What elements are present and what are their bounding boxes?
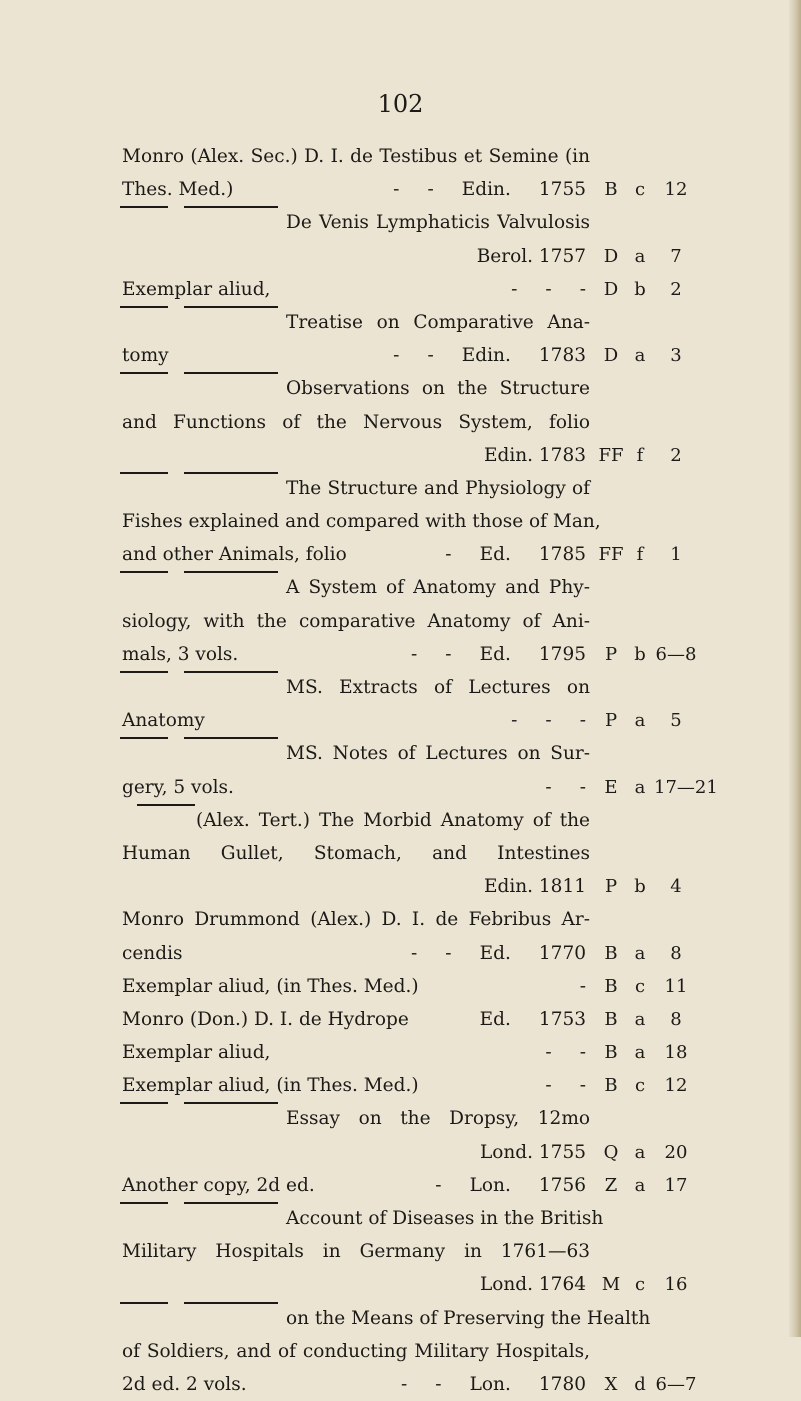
catalog-line	[0, 140, 801, 173]
catalog-line	[0, 206, 801, 239]
shelf-case: B	[604, 975, 618, 997]
ditto-rule	[184, 206, 278, 208]
entry-text: Military Hospitals in Germany in 1761—63	[122, 1241, 590, 1263]
imprint: - - -	[511, 278, 586, 300]
shelf-letter: b	[634, 643, 646, 665]
entry-text: Anatomy	[122, 710, 205, 732]
catalog-line	[0, 505, 801, 538]
shelf-number: 20	[664, 1141, 688, 1163]
shelf-letter: a	[634, 345, 646, 367]
catalog-line	[0, 970, 801, 1003]
shelf-mark	[592, 970, 702, 1003]
catalog-line	[0, 1102, 801, 1135]
entry-text: Another copy, 2d ed.	[122, 1174, 315, 1196]
shelf-mark	[592, 638, 702, 671]
ditto-rule	[120, 1302, 168, 1304]
catalog-line	[0, 1003, 801, 1036]
shelf-number: 17	[664, 1174, 688, 1196]
catalog-line	[0, 704, 801, 737]
shelf-mark	[592, 173, 702, 206]
shelf-number: 12	[664, 179, 688, 201]
catalog-line	[0, 671, 801, 704]
shelf-mark	[592, 937, 702, 970]
shelf-mark	[592, 240, 702, 273]
catalog-line	[0, 1302, 801, 1335]
page-number: 102	[377, 90, 424, 118]
entry-text: Lond. 1764	[479, 1274, 586, 1296]
shelf-letter: f	[636, 444, 644, 466]
entry-text: Exemplar aliud, (in Thes. Med.)	[122, 975, 419, 997]
catalog-line	[0, 173, 801, 206]
catalog-line	[0, 538, 801, 571]
shelf-case: D	[603, 245, 619, 267]
shelf-case: B	[604, 1075, 618, 1097]
catalog-line	[0, 903, 801, 936]
entry-text: siology, with the comparative Anatomy of Ani-	[122, 610, 590, 632]
ditto-rule	[184, 1102, 278, 1104]
entry-text: Lond. 1755	[479, 1141, 586, 1163]
shelf-letter: c	[634, 975, 646, 997]
catalog-line	[0, 571, 801, 604]
shelf-case: D	[603, 345, 619, 367]
entry-text: Human Gullet, Stomach, and Intestines	[122, 842, 590, 864]
shelf-letter: b	[634, 278, 646, 300]
shelf-letter: a	[634, 1008, 646, 1030]
catalog-line	[0, 737, 801, 770]
shelf-mark	[592, 1368, 702, 1401]
shelf-case: B	[604, 1042, 618, 1064]
shelf-number: 16	[664, 1274, 688, 1296]
shelf-number: 1	[670, 544, 682, 566]
shelf-mark	[592, 870, 702, 903]
entry-text: Monro (Alex. Sec.) D. I. de Testibus et Semine (in	[122, 146, 590, 167]
entry-text: and Functions of the Nervous System, folio	[122, 411, 590, 433]
catalog-line	[0, 1169, 801, 1202]
entry-text: MS. Notes of Lectures on Sur-	[286, 743, 590, 765]
imprint: -	[579, 975, 586, 997]
shelf-number: 8	[670, 1008, 682, 1030]
entry-text: gery, 5 vols.	[122, 776, 234, 798]
shelf-number: 11	[664, 975, 688, 997]
ditto-rule	[137, 804, 195, 806]
catalog-line	[0, 306, 801, 339]
ditto-rule	[120, 472, 168, 474]
shelf-case: M	[601, 1274, 621, 1296]
entry-text: tomy	[122, 345, 169, 367]
shelf-letter: a	[634, 776, 646, 798]
shelf-mark	[592, 1169, 702, 1202]
entry-text: and other Animals, folio	[122, 544, 347, 566]
shelf-number: 12	[664, 1075, 688, 1097]
shelf-case: B	[604, 179, 618, 201]
imprint: - - Lon. 1780	[400, 1373, 586, 1395]
ditto-rule	[184, 372, 278, 374]
ditto-rule	[120, 1202, 168, 1204]
catalog-line	[0, 870, 801, 903]
entry-text: Exemplar aliud, (in Thes. Med.)	[122, 1075, 419, 1097]
catalog-line	[0, 937, 801, 970]
ditto-rule	[120, 571, 168, 573]
shelf-letter: c	[634, 1075, 646, 1097]
shelf-mark	[592, 1069, 702, 1102]
imprint: - - Edin. 1783	[393, 345, 586, 367]
catalog-line	[0, 1136, 801, 1169]
shelf-number: 3	[670, 345, 682, 367]
imprint: - -	[545, 1042, 586, 1064]
shelf-number: 2	[670, 278, 682, 300]
entry-text: Treatise on Comparative Ana-	[286, 311, 590, 333]
entry-text: Observations on the Structure	[286, 378, 590, 400]
entry-text: Exemplar aliud,	[122, 1042, 271, 1064]
shelf-number: 2	[670, 444, 682, 466]
shelf-number: 7	[670, 245, 682, 267]
entry-text: Account of Diseases in the British	[286, 1208, 604, 1229]
catalog-line	[0, 372, 801, 405]
catalog-line	[0, 1235, 801, 1268]
catalog-line	[0, 1069, 801, 1102]
shelf-mark	[592, 273, 702, 306]
shelf-mark	[592, 1268, 702, 1301]
shelf-letter: d	[634, 1373, 646, 1395]
shelf-mark	[592, 1003, 702, 1036]
shelf-case: FF	[598, 444, 624, 466]
shelf-mark	[592, 1136, 702, 1169]
imprint: - - Ed. 1770	[410, 942, 586, 964]
catalog-line	[0, 1036, 801, 1069]
imprint: - - Edin. 1755	[393, 179, 586, 201]
shelf-letter: a	[634, 1141, 646, 1163]
ditto-rule	[184, 1302, 278, 1304]
ditto-rule	[184, 571, 278, 573]
shelf-case: P	[604, 643, 618, 665]
shelf-mark	[592, 771, 718, 804]
shelf-case: Q	[603, 1141, 619, 1163]
shelf-case: D	[603, 278, 619, 300]
ditto-rule	[184, 306, 278, 308]
shelf-letter: b	[634, 876, 646, 898]
entry-text: of Soldiers, and of conducting Military Hospitals,	[122, 1340, 590, 1362]
catalog-line	[0, 273, 801, 306]
imprint: - -	[545, 776, 586, 798]
entry-text: Berol. 1757	[476, 245, 586, 267]
entry-text: De Venis Lymphaticis Valvulosis	[286, 212, 590, 234]
entry-text: on the Means of Preserving the Health	[286, 1307, 651, 1329]
catalog-line	[0, 339, 801, 372]
imprint: Ed. 1753	[479, 1008, 586, 1030]
catalog-line	[0, 439, 801, 472]
shelf-letter: a	[634, 1042, 646, 1064]
shelf-case: P	[604, 876, 618, 898]
ditto-rule	[184, 1202, 278, 1204]
ditto-rule	[120, 671, 168, 673]
ditto-rule	[184, 737, 278, 739]
shelf-case: E	[604, 776, 618, 798]
entry-text: Essay on the Dropsy, 12mo	[286, 1108, 590, 1130]
shelf-mark	[592, 439, 702, 472]
shelf-letter: a	[634, 1174, 646, 1196]
entry-text: 2d ed. 2 vols.	[122, 1373, 247, 1395]
imprint: - -	[545, 1075, 586, 1097]
shelf-number: 8	[670, 942, 682, 964]
entry-text: mals, 3 vols.	[122, 643, 239, 665]
entry-text: Exemplar aliud,	[122, 278, 271, 300]
entry-text: cendis	[122, 942, 183, 964]
shelf-case: P	[604, 710, 618, 732]
catalog-line	[0, 638, 801, 671]
entry-text: Monro (Don.) D. I. de Hydrope	[122, 1008, 409, 1030]
shelf-number: 17—21	[654, 776, 718, 798]
shelf-case: B	[604, 942, 618, 964]
catalog-line	[0, 1335, 801, 1368]
shelf-mark	[592, 1036, 702, 1069]
entry-text: Thes. Med.)	[122, 179, 234, 201]
imprint: - - -	[511, 710, 586, 732]
shelf-letter: a	[634, 710, 646, 732]
catalog-line	[0, 240, 801, 273]
shelf-letter: f	[636, 544, 644, 566]
shelf-mark	[592, 339, 702, 372]
catalog-line	[0, 1368, 801, 1401]
shelf-number: 18	[664, 1042, 688, 1064]
entry-text: (Alex. Tert.) The Morbid Anatomy of the	[196, 809, 590, 831]
imprint: - Ed. 1785	[445, 544, 586, 566]
entry-text: A System of Anatomy and Phy-	[286, 577, 590, 599]
catalog-line	[0, 771, 801, 804]
ditto-rule	[120, 737, 168, 739]
shelf-letter: a	[634, 245, 646, 267]
catalog-line	[0, 1268, 801, 1301]
ditto-rule	[120, 206, 168, 208]
entry-text: Edin. 1783	[483, 444, 586, 466]
shelf-case: B	[604, 1008, 618, 1030]
ditto-rule	[184, 472, 278, 474]
imprint: - - Ed. 1795	[410, 643, 586, 665]
shelf-number: 5	[670, 710, 682, 732]
ditto-rule	[120, 306, 168, 308]
entry-text: Monro Drummond (Alex.) D. I. de Febribus Ar-	[122, 909, 590, 931]
catalog-line	[0, 472, 801, 505]
ditto-rule	[184, 671, 278, 673]
shelf-case: X	[604, 1373, 618, 1395]
entry-text: Fishes explained and compared with those of Man,	[122, 511, 601, 533]
catalog-line	[0, 605, 801, 638]
catalog-line	[0, 1202, 801, 1235]
shelf-letter: a	[634, 942, 646, 964]
shelf-case: Z	[604, 1174, 618, 1196]
shelf-number: 6—7	[655, 1373, 697, 1395]
entry-text: MS. Extracts of Lectures on	[286, 677, 590, 698]
shelf-letter: c	[634, 1274, 646, 1296]
entry-text: Edin. 1811	[483, 876, 586, 898]
imprint: - Lon. 1756	[435, 1174, 586, 1196]
ditto-rule	[120, 1102, 168, 1104]
shelf-number: 6—8	[655, 643, 697, 665]
shelf-mark	[592, 538, 702, 571]
entry-text: The Structure and Physiology of	[286, 477, 590, 499]
catalog-line	[0, 406, 801, 439]
shelf-case: FF	[598, 544, 624, 566]
shelf-letter: c	[634, 179, 646, 201]
ditto-rule	[120, 372, 168, 374]
catalog-line	[0, 837, 801, 870]
catalog-line	[0, 804, 801, 837]
catalog-entries	[0, 140, 801, 1401]
shelf-mark	[592, 704, 702, 737]
shelf-number: 4	[670, 876, 682, 898]
